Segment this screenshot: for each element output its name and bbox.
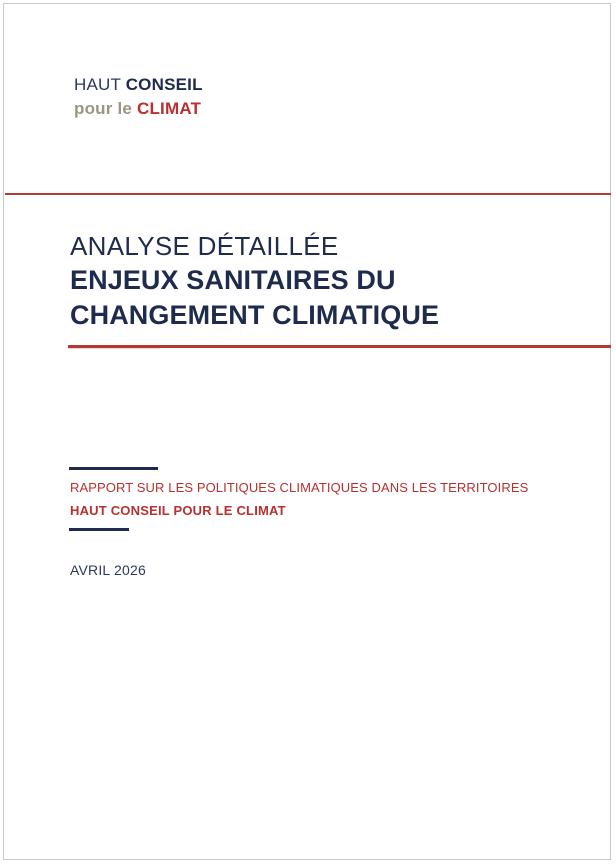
logo-haut: HAUT (74, 75, 126, 94)
report-rule-bottom (69, 528, 129, 531)
logo-climat: CLIMAT (137, 99, 202, 118)
publication-date: AVRIL 2026 (70, 562, 146, 578)
top-divider (5, 193, 611, 195)
title-divider (68, 345, 611, 348)
hcc-logo (74, 73, 203, 121)
title-main-line-1: ENJEUX SANITAIRES DU (70, 265, 396, 295)
report-rule-top (69, 467, 158, 470)
report-organization: HAUT CONSEIL POUR LE CLIMAT (70, 503, 286, 518)
document-title (70, 229, 590, 333)
title-main-line-2: CHANGEMENT CLIMATIQUE (70, 300, 440, 330)
document-page (3, 3, 611, 860)
logo-line-2 (74, 97, 203, 121)
logo-conseil: CONSEIL (125, 75, 203, 94)
logo-line-1 (74, 73, 203, 97)
report-series: RAPPORT SUR LES POLITIQUES CLIMATIQUES DANS LES TERRITOIRES (70, 480, 529, 495)
logo-pour-le: pour le (74, 99, 137, 118)
title-kicker: ANALYSE DÉTAILLÉE (70, 231, 339, 261)
